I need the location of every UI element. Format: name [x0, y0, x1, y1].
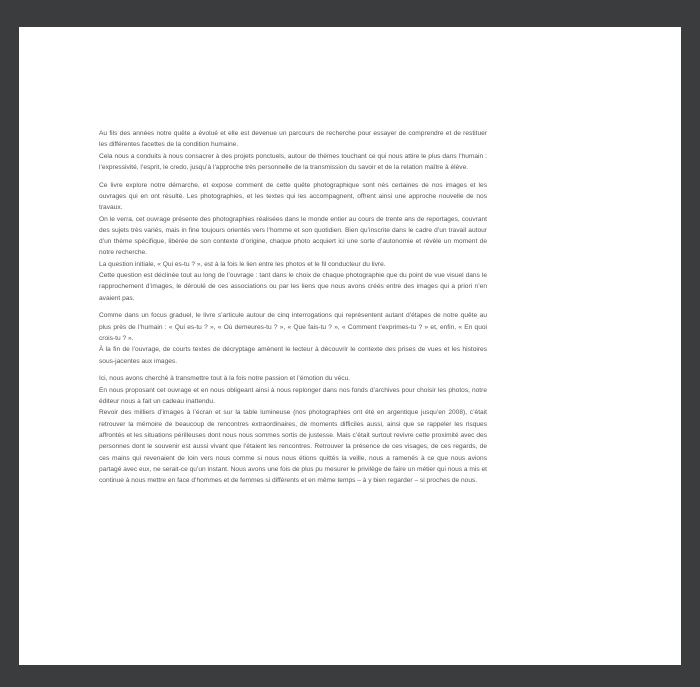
text-line: Comme dans un focus graduel, le livre s’articule autour de cinq interrogations qui représentent autant d’étapes de notre quête au plus près de l’humain : « Qui es-tu ? », « Où demeures-tu ? », « Que fais-tu ? », « Comment t’exprimes-tu ? » et, enfin, « En quoi crois-tu ? ».	[99, 312, 487, 343]
body-text	[99, 128, 487, 493]
text-line: Ici, nous avons cherché à transmettre tout à la fois notre passion et l’émotion du vécu.	[99, 375, 351, 383]
text-line: Au fils des années notre quête a évolué et elle est devenue un parcours de recherche pour essayer de comprendre et de restituer les différentes facettes de la condition humaine.	[99, 130, 487, 149]
paragraph	[99, 310, 487, 366]
text-line: Ce livre explore notre démarche, et expose comment de cette quête photographique sont nés certaines de nos images et les ouvrages qui en ont résulté. Les photographies, et les textes qui les accompagnent, offrent ainsi une approche nouvelle de nos travaux.	[99, 181, 487, 212]
text-line: Cela nous a conduits à nous consacrer à des projets ponctuels, autour de thèmes touchant ce qui nous attire le plus dans l’humain : l’expressivité, l’esprit, le credo, jusqu’à l’approche très personnelle de la transmission du savoir et de la relation maître à élève.	[99, 152, 487, 171]
paragraph	[99, 128, 487, 173]
text-line: À la fin de l’ouvrage, de courts textes de décryptage amènent le lecteur à découvrir le contexte des prises de vues et les histoires sous-jacentes aux images.	[99, 346, 487, 365]
paragraph	[99, 180, 487, 304]
document-page	[19, 27, 681, 665]
paragraph	[99, 373, 487, 486]
text-line: Revoir des milliers d’images à l’écran et sur la table lumineuse (nos photographies ont été en argentique jusqu’en 2008), c’était retrouver la mémoire de beaucoup de rencontres extraordinaires, de moments difficiles aussi, ainsi que se rappeler les risques affrontés et les situations périlleuses dont nous nous sommes sortis de justesse. Mais c’était surtout revivre cette proximité avec des personnes dont le souvenir est aussi vivant que l’étaient les rencontres. Retrouver la présence de ces visages, de ces regards, de ces mains qui revenaient de loin vers nous comme si nous nous étions quittés la veille, nous a ramenés à ce que nous avions partagé avec eux, ne serait-ce qu’un instant. Nous avons une fois de plus pu mesurer le privilège de faire un métier qui nous a mis et continue à nous mettre en face d’hommes et de femmes si différents et en même temps – à y bien regarder – si proches de nous.	[99, 409, 487, 485]
text-line: En nous proposant cet ouvrage et en nous obligeant ainsi à nous replonger dans nos fonds d’archives pour choisir les photos, notre éditeur nous a fait un cadeau inattendu.	[99, 386, 487, 406]
text-line: La question initiale, « Qui es-tu ? », est à la fois le lien entre les photos et le fil conducteur du livre.	[99, 260, 386, 268]
text-line: On le verra, cet ouvrage présente des photographies réalisées dans le monde entier au cours de trente ans de reportages, couvrant des sujets très variés, mais in fine toujours orientés vers l’homme et son quotidien. Bien qu’inscrite dans le cadre d’un travail autour d’un thème spécifique, libérée de son contexte d’origine, chaque photo acquiert ici une sorte d’autonomie et révèle un moment de notre recherche.	[99, 215, 487, 257]
text-line: Cette question est déclinée tout au long de l’ouvrage : tant dans le choix de chaque photographie que du point de vue visuel dans le rapprochement d’images, le déroulé de ces associations ou par les liens que nous avons créés entre des images qui a priori n’en avaient pas.	[99, 272, 487, 302]
